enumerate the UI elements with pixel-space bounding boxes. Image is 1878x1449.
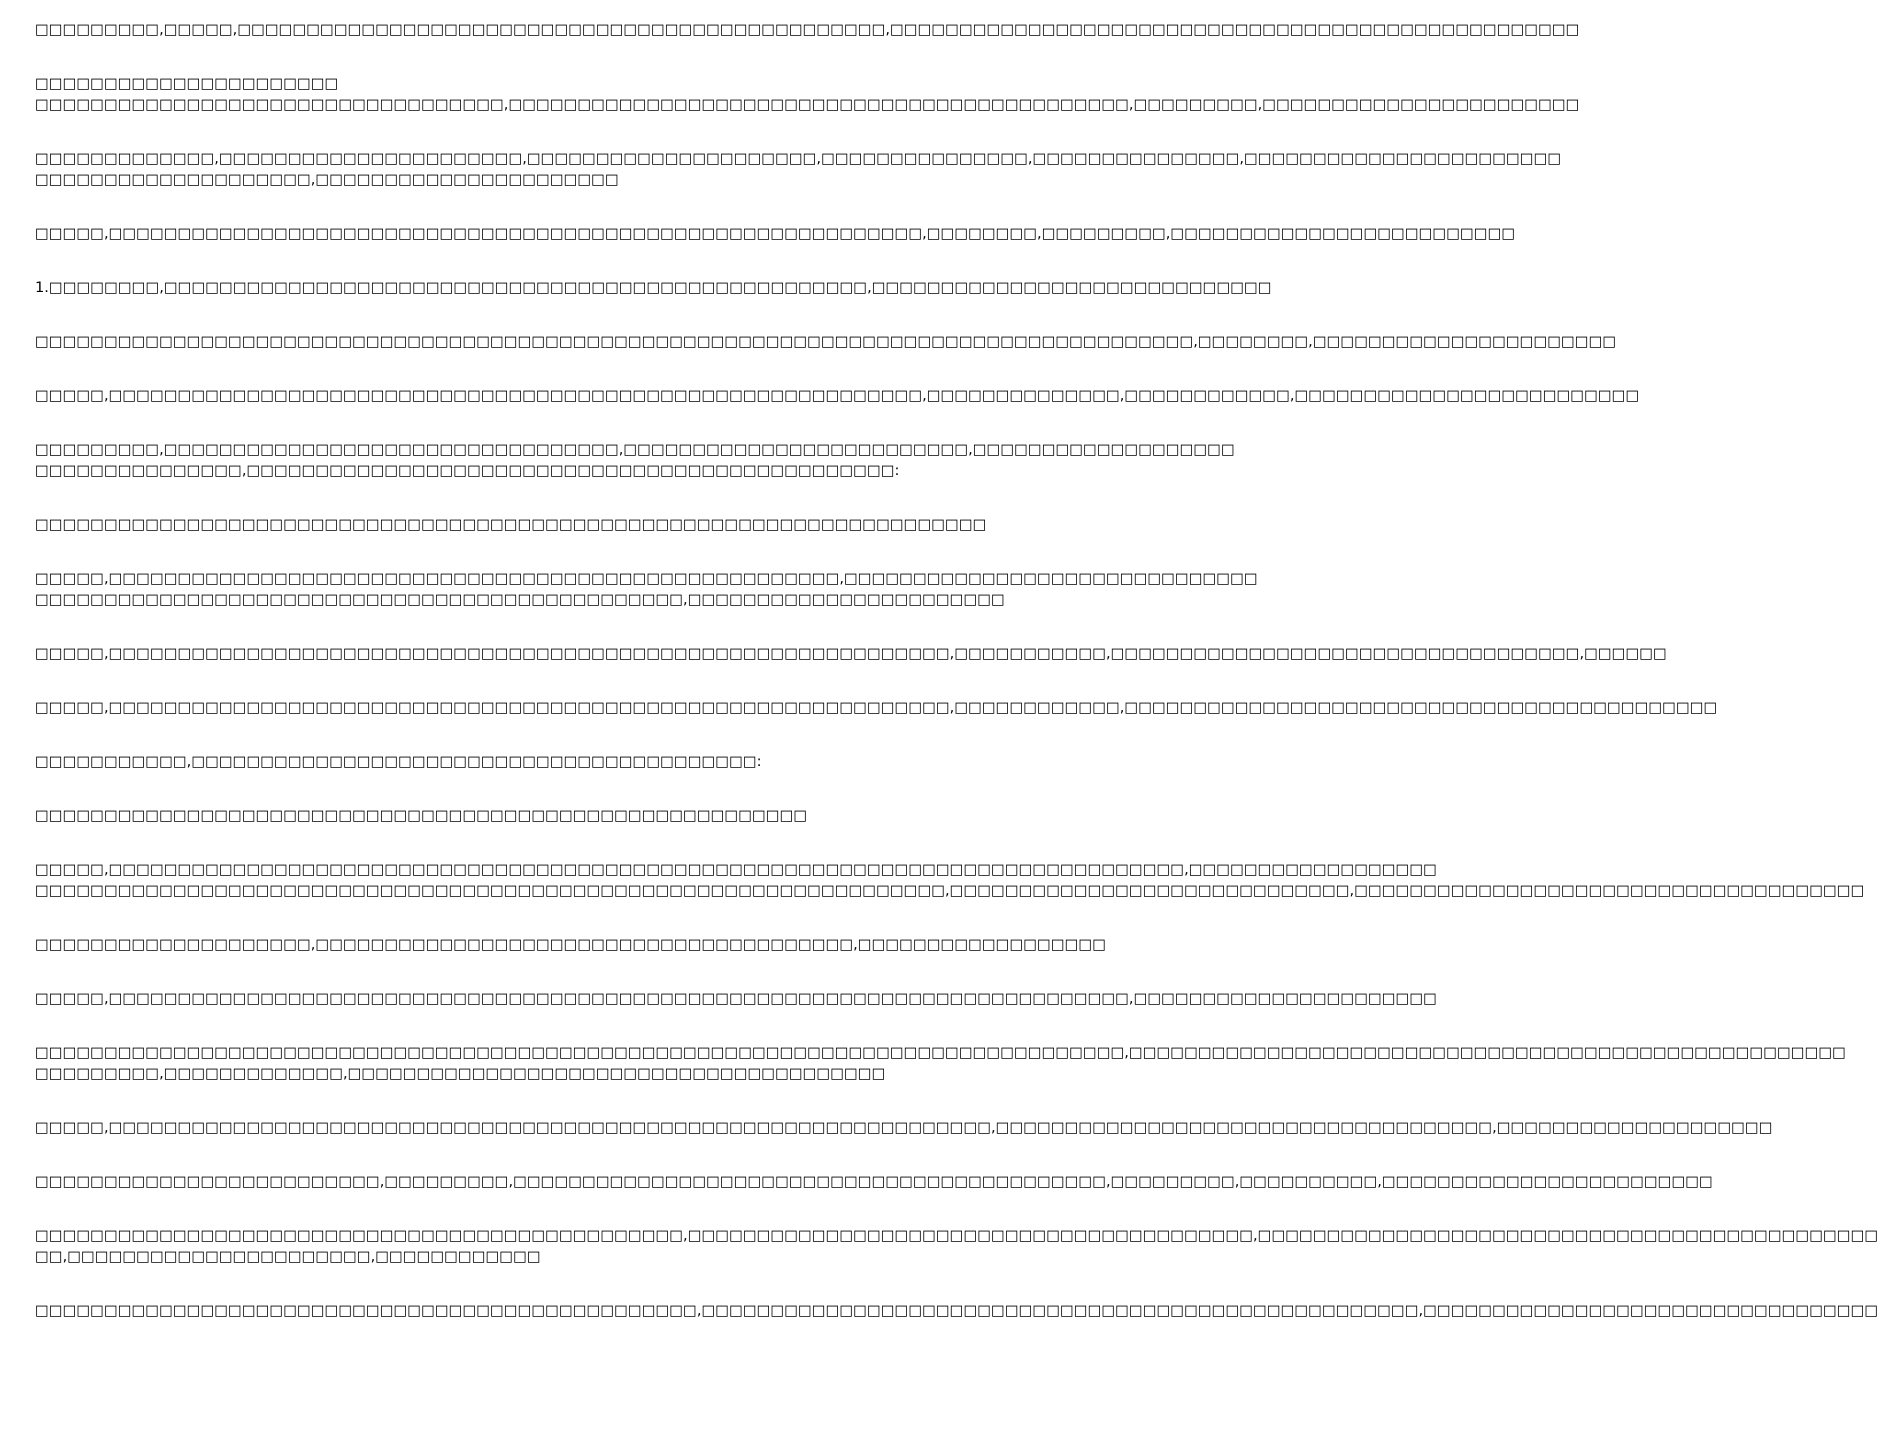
paragraph xyxy=(35,439,1235,481)
text-line: □□□□□,□□□□□□□□□□□□□□□□□□□□□□□□□□□□□□□□□□□□□□□□□□□□□□□□□□□□□□□□□□□□□□□□,□□□□□□□□□□□□□□□□□□□□□□□□□□□□□□□□□□□□,□□□□□□□□□□□□□□□□□□□□ xyxy=(35,1119,1773,1136)
paragraph xyxy=(35,148,1562,190)
document-body xyxy=(35,19,1878,1354)
paragraph xyxy=(35,19,1580,40)
paragraph xyxy=(35,1117,1773,1138)
text-line: □□□□□□□□□□□□□□□□□□□□□□□□□□□□□□□□□□□□□□□□□□□□□□□□,□□□□□□□□□□□□□□□□□□□□□□□□□□□□□□□□□□□□□□□□□□□□□□□□□□□□,□□□□□□□□□□□□□□□□□□□□□□□□□□□□□□□□□ xyxy=(35,1302,1878,1319)
paragraph xyxy=(35,1300,1878,1321)
text-line: □□□□□,□□□□□□□□□□□□□□□□□□□□□□□□□□□□□□□□□□□□□□□□□□□□□□□□□□□□□□□□□□□□□□□□□□□□□□□□□□,□□□□□□□□□□□□□□□□□□□□□□ xyxy=(35,990,1437,1007)
paragraph xyxy=(35,223,1516,244)
paragraph xyxy=(35,697,1718,718)
text-line: □□□□□□□□□□□□□□□□□□□□□□□□□□□□□□□□□□□□□□□□□□□□□□□,□□□□□□□□□□□□□□□□□□□□□□□□□□□□□□□□□□□□□□□□□,□□□□□□□□□□□□□□□□□□□□□□□□□□□□□□□□□□□□□□□□□□□□□ xyxy=(35,1227,1878,1244)
text-line: □□□□□,□□□□□□□□□□□□□□□□□□□□□□□□□□□□□□□□□□□□□□□□□□□□□□□□□□□□□□□□□□□□□,□□□□□□□□□□□,□□□□□□□□□□□□□□□□□□□□□□□□□□□□□□□□□□,□□□□□□ xyxy=(35,645,1667,662)
paragraph xyxy=(35,73,1580,115)
text-line: □□□□□□□□□,□□□□□,□□□□□□□□□□□□□□□□□□□□□□□□□□□□□□□□□□□□□□□□□□□□□□□,□□□□□□□□□□□□□□□□□□□□□□□□□□□□□□□□□□□□□□□□□□□□□□□□□□ xyxy=(35,21,1580,38)
paragraph xyxy=(35,805,990,826)
text-line: □□□□□□□□□□□□□□□□□□□□□□□□□□□□□□□□□□□□□□□□□□□□□□□□□□□□□□□□□□□□□□□□□□□□□□□□□□□□□□□,□□□□□□□□□□□□□□□□□□□□□□□□□□□□□□□□□□□□□□□□□□□□□□□□□□□□ xyxy=(35,1044,1846,1061)
text-line: □□□□□,□□□□□□□□□□□□□□□□□□□□□□□□□□□□□□□□□□□□□□□□□□□□□□□□□□□□□□□□□□□,□□□□□□□□□□□□□□,□□□□□□□□□□□□,□□□□□□□□□□□□□□□□□□□□□□□□□ xyxy=(35,387,1640,404)
text-line: □□□□□□□□□□□□□□□□□□□□□□□□□□□□□□□□□□□□□□□□□□□□□□□□□□□□□□□□□□□□□□□□□□□□□□□□□□□□□□□□□□□□,□□□□□□□□,□□□□□□□□□□□□□□□□□□□□□□ xyxy=(35,333,1617,350)
paragraph xyxy=(35,568,1258,610)
paragraph xyxy=(35,514,990,535)
text-line: □□□□□□□□□□□□□□□□□□□□□□□□□□□□□□□□□□,□□□□□□□□□□□□□□□□□□□□□□□□□□□□□□□□□□□□□□□□□□□□□,□□□□□□□□□,□□□□□□□□□□□□□□□□□□□□□□□ xyxy=(35,96,1580,113)
text-line: □□,□□□□□□□□□□□□□□□□□□□□□□,□□□□□□□□□□□□ xyxy=(35,1248,541,1265)
paragraph xyxy=(35,859,1865,901)
text-line: 1.□□□□□□□□,□□□□□□□□□□□□□□□□□□□□□□□□□□□□□□□□□□□□□□□□□□□□□□□□□□□,□□□□□□□□□□□□□□□□□□□□□□□□□□□□□ xyxy=(35,279,1272,296)
paragraph xyxy=(35,988,1437,1009)
paragraph xyxy=(35,934,1106,955)
paragraph xyxy=(35,751,990,772)
text-line: □□□□□□□□□,□□□□□□□□□□□□□□□□□□□□□□□□□□□□□□□□□,□□□□□□□□□□□□□□□□□□□□□□□□□,□□□□□□□□□□□□□□□□□□□ xyxy=(35,441,1235,458)
text-line: □□□□□□□□□□□,□□□□□□□□□□□□□□□□□□□□□□□□□□□□□□□□□□□□□□□□□: xyxy=(35,753,762,770)
text-line: □□□□□□□□□□□□□□□□□□□□□□□□□,□□□□□□□□□,□□□□□□□□□□□□□□□□□□□□□□□□□□□□□□□□□□□□□□□□□□□,□□□□□□□□□,□□□□□□□□□□,□□□□□□□□□□□□□□□□□□□□□□□□ xyxy=(35,1173,1713,1190)
paragraph xyxy=(35,385,1640,406)
text-line: □□□□□,□□□□□□□□□□□□□□□□□□□□□□□□□□□□□□□□□□□□□□□□□□□□□□□□□□□□□□□□□□□,□□□□□□□□,□□□□□□□□□,□□□□□□□□□□□□□□□□□□□□□□□□□ xyxy=(35,225,1516,242)
text-line: □□□□□□□□□□□□□□□□□□□□□□□□□□□□□□□□□□□□□□□□□□□□□□□□□□□□□□□□□□□□□□□□□□,□□□□□□□□□□□□□□□□□□□□□□□□□□□□□,□□□□□□□□□□□□□□□□□□□□□□□□□□□□□□□□□□□□□ xyxy=(35,882,1865,899)
paragraph xyxy=(35,643,1667,664)
text-line: □□□□□□□□□□□□□□□□□□□□,□□□□□□□□□□□□□□□□□□□□□□ xyxy=(35,171,619,188)
paragraph xyxy=(35,1171,1713,1192)
text-line: □□□□□□□□□□□□□□□□□□□□□□□□□□□□□□□□□□□□□□□□□□□□□□□,□□□□□□□□□□□□□□□□□□□□□□□ xyxy=(35,591,1005,608)
paragraph xyxy=(35,331,1617,352)
text-line: □□□□□,□□□□□□□□□□□□□□□□□□□□□□□□□□□□□□□□□□□□□□□□□□□□□□□□□□□□□,□□□□□□□□□□□□□□□□□□□□□□□□□□□□□□ xyxy=(35,570,1258,587)
text-line: □□□□□□□□□,□□□□□□□□□□□□□,□□□□□□□□□□□□□□□□□□□□□□□□□□□□□□□□□□□□□□□ xyxy=(35,1065,886,1082)
text-line: □□□□□□□□□□□□□,□□□□□□□□□□□□□□□□□□□□□□,□□□□□□□□□□□□□□□□□□□□□,□□□□□□□□□□□□□□□,□□□□□□□□□□□□□□□,□□□□□□□□□□□□□□□□□□□□□□□ xyxy=(35,150,1562,167)
text-line: □□□□□□□□□□□□□□□□□□□□□□□□□□□□□□□□□□□□□□□□□□□□□□□□□□□□□□□□ xyxy=(35,807,808,824)
text-line: □□□□□,□□□□□□□□□□□□□□□□□□□□□□□□□□□□□□□□□□□□□□□□□□□□□□□□□□□□□□□□□□□□□,□□□□□□□□□□□□,□□□□□□□□□□□□□□□□□□□□□□□□□□□□□□□□□□□□□□□□□□□ xyxy=(35,699,1718,716)
text-line: □□□□□□□□□□□□□□□□□□□□,□□□□□□□□□□□□□□□□□□□□□□□□□□□□□□□□□□□□□□□,□□□□□□□□□□□□□□□□□□ xyxy=(35,936,1106,953)
text-line: □□□□□□□□□□□□□□□□□□□□□□□□□□□□□□□□□□□□□□□□□□□□□□□□□□□□□□□□□□□□□□□□□□□□□ xyxy=(35,516,987,533)
paragraph xyxy=(35,277,1272,298)
paragraph xyxy=(35,1225,1878,1267)
text-line: □□□□□,□□□□□□□□□□□□□□□□□□□□□□□□□□□□□□□□□□□□□□□□□□□□□□□□□□□□□□□□□□□□□□□□□□□□□□□□□□□□□□,□□□□□□□□□□□□□□□□□□ xyxy=(35,861,1437,878)
text-line: □□□□□□□□□□□□□□□□□□□□□□ xyxy=(35,75,339,92)
paragraph xyxy=(35,1042,1846,1084)
text-line: □□□□□□□□□□□□□□□,□□□□□□□□□□□□□□□□□□□□□□□□□□□□□□□□□□□□□□□□□□□□□□□: xyxy=(35,462,900,479)
